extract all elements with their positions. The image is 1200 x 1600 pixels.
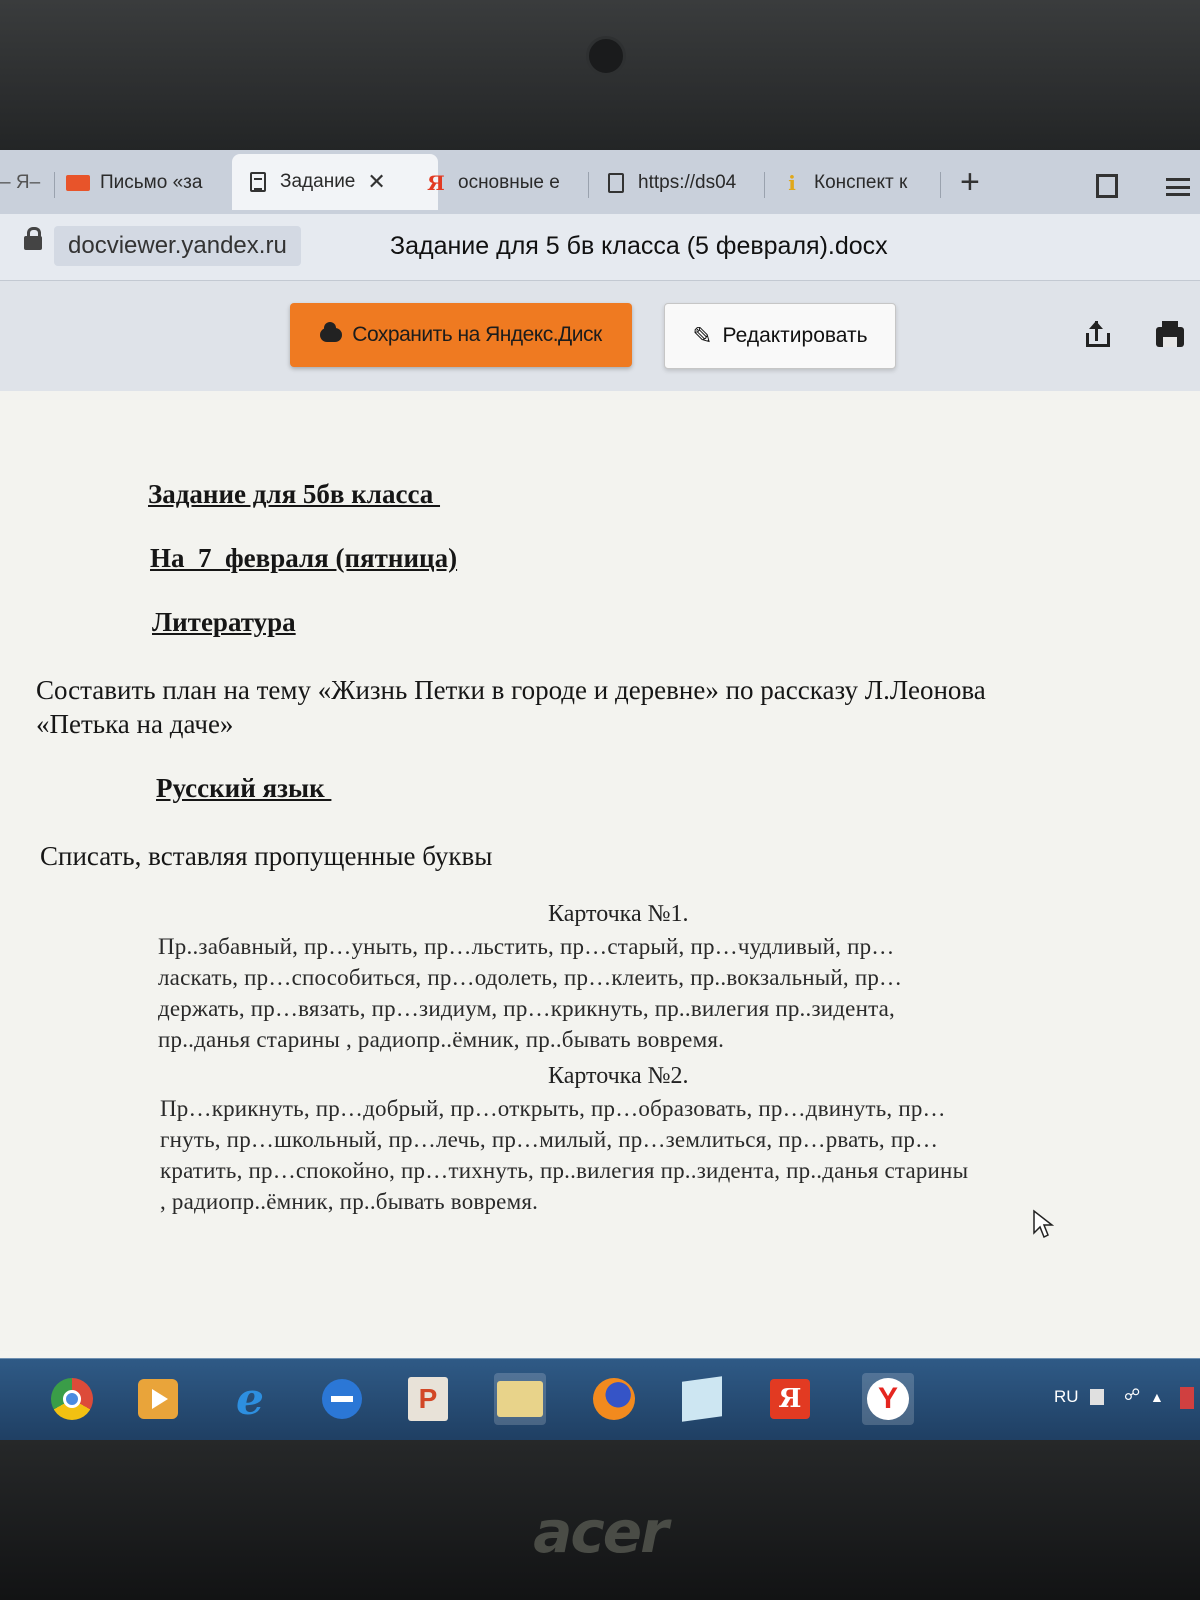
info-icon: i bbox=[788, 171, 796, 195]
card2-title: Карточка №2. bbox=[548, 1063, 689, 1089]
russian-task-instruction: Списать, вставляя пропущенные буквы bbox=[40, 841, 493, 871]
webcam bbox=[586, 36, 626, 76]
network-icon[interactable]: ☍ bbox=[1124, 1387, 1141, 1404]
tray-app-icon[interactable] bbox=[1180, 1387, 1194, 1409]
tab-separator bbox=[54, 172, 55, 198]
save-to-disk-button[interactable] bbox=[290, 303, 632, 367]
edit-button[interactable] bbox=[664, 303, 896, 369]
taskbar bbox=[0, 1358, 1200, 1440]
screen bbox=[0, 150, 1200, 1440]
yandex-browser-icon[interactable]: Y bbox=[862, 1373, 914, 1425]
mail-icon bbox=[66, 171, 90, 195]
bookmarks-icon[interactable] bbox=[1096, 174, 1118, 198]
pencil-icon: ✎ bbox=[692, 322, 713, 350]
card1-line: Пр..забавный, пр…уныть, пр…льстить, пр…старый, пр…чудливый, пр… bbox=[158, 934, 895, 959]
new-tab-button[interactable]: + bbox=[960, 163, 980, 201]
card1-text bbox=[158, 931, 902, 1055]
tab-yandex[interactable] bbox=[0, 164, 50, 202]
tray-expand-icon[interactable]: ▲ bbox=[1150, 1389, 1164, 1405]
brand-logo: acer bbox=[533, 1498, 667, 1566]
tab-bar bbox=[0, 150, 1200, 214]
print-icon[interactable] bbox=[1156, 327, 1184, 347]
firefox-icon[interactable] bbox=[588, 1373, 640, 1425]
section-title-literature: Литература bbox=[152, 607, 296, 637]
chrome-icon[interactable] bbox=[46, 1373, 98, 1425]
tab-label: Задание bbox=[280, 171, 356, 192]
tab-konspekt[interactable] bbox=[780, 164, 930, 202]
powerpoint-icon[interactable]: P bbox=[402, 1373, 454, 1425]
laptop-bezel-top bbox=[0, 0, 1200, 150]
card1-line: ласкать, пр…способиться, пр…одолеть, пр…клеить, пр..вокзальный, пр… bbox=[158, 965, 903, 990]
tab-label: основные е bbox=[458, 172, 560, 193]
address-bar[interactable] bbox=[0, 214, 1200, 281]
card2-line: , радиопр..ёмник, пр..бывать вовремя. bbox=[160, 1189, 539, 1214]
card2-line: Пр…крикнуть, пр…добрый, пр…открыть, пр…образовать, пр…двинуть, пр… bbox=[160, 1096, 946, 1121]
card2-text bbox=[160, 1093, 968, 1217]
viewer-toolbar bbox=[0, 281, 1200, 391]
yandex-app-icon[interactable]: Я bbox=[764, 1373, 816, 1425]
tab-mail[interactable] bbox=[66, 164, 226, 202]
flag-icon[interactable] bbox=[1090, 1389, 1104, 1405]
page-icon bbox=[604, 171, 628, 195]
save-button-label: Сохранить на Яндекс.Диск bbox=[352, 323, 602, 346]
doc-heading-class: Задание для 5бв класса bbox=[148, 479, 441, 509]
tab-label: – Я– bbox=[0, 172, 41, 193]
card2-line: гнуть, пр…школьный, пр…лечь, пр…милый, пр…землиться, пр…рвать, пр… bbox=[160, 1127, 939, 1152]
tab-label: Конспект к bbox=[814, 172, 908, 193]
doc-heading-date: На 7 февраля (пятница) bbox=[150, 543, 458, 573]
url-domain[interactable]: docviewer.yandex.ru bbox=[54, 226, 301, 266]
internet-explorer-icon[interactable]: e bbox=[236, 1373, 264, 1425]
page-title: Задание для 5 бв класса (5 февраля).docx bbox=[390, 232, 888, 260]
literature-task-line2: «Петька на даче» bbox=[36, 709, 234, 739]
tab-separator bbox=[940, 172, 941, 198]
teamviewer-icon[interactable] bbox=[316, 1373, 368, 1425]
share-icon[interactable] bbox=[1086, 323, 1110, 347]
language-indicator[interactable]: RU bbox=[1054, 1387, 1079, 1406]
tab-separator bbox=[588, 172, 589, 198]
literature-task-line1: Составить план на тему «Жизнь Петки в городе и деревне» по рассказу Л.Леонова bbox=[36, 675, 986, 705]
cloud-icon bbox=[320, 328, 342, 342]
card1-title: Карточка №1. bbox=[548, 901, 689, 927]
tab-ds04[interactable] bbox=[604, 164, 754, 202]
tab-osnovnye[interactable] bbox=[424, 164, 580, 202]
card1-line: держать, пр…вязать, пр…зидиум, пр…крикнуть, пр..вилегия пр..зидента, bbox=[158, 996, 895, 1021]
menu-icon[interactable] bbox=[1166, 178, 1190, 196]
file-explorer-icon[interactable] bbox=[494, 1373, 546, 1425]
document-page bbox=[0, 391, 1200, 1351]
notes-icon[interactable] bbox=[676, 1373, 728, 1425]
media-player-icon[interactable] bbox=[132, 1373, 184, 1425]
tab-label: https://ds04 bbox=[638, 172, 737, 193]
section-title-russian: Русский язык bbox=[156, 773, 332, 803]
mouse-cursor-icon bbox=[1032, 1209, 1054, 1239]
card2-line: кратить, пр…спокойно, пр…тихнуть, пр..вилегия пр..зидента, пр..данья старины bbox=[160, 1158, 969, 1183]
edit-button-label: Редактировать bbox=[722, 324, 868, 347]
document-icon bbox=[246, 170, 270, 194]
close-icon[interactable]: ✕ bbox=[367, 169, 386, 194]
lock-icon bbox=[24, 236, 42, 250]
laptop-bezel-bottom bbox=[0, 1440, 1200, 1600]
tab-separator bbox=[764, 172, 765, 198]
tab-label: Письмо «за bbox=[100, 172, 203, 193]
card1-line: пр..данья старины , радиопр..ёмник, пр..бывать вовремя. bbox=[158, 1027, 725, 1052]
yandex-icon: Я bbox=[427, 171, 445, 195]
tab-zadanie[interactable] bbox=[232, 154, 438, 210]
